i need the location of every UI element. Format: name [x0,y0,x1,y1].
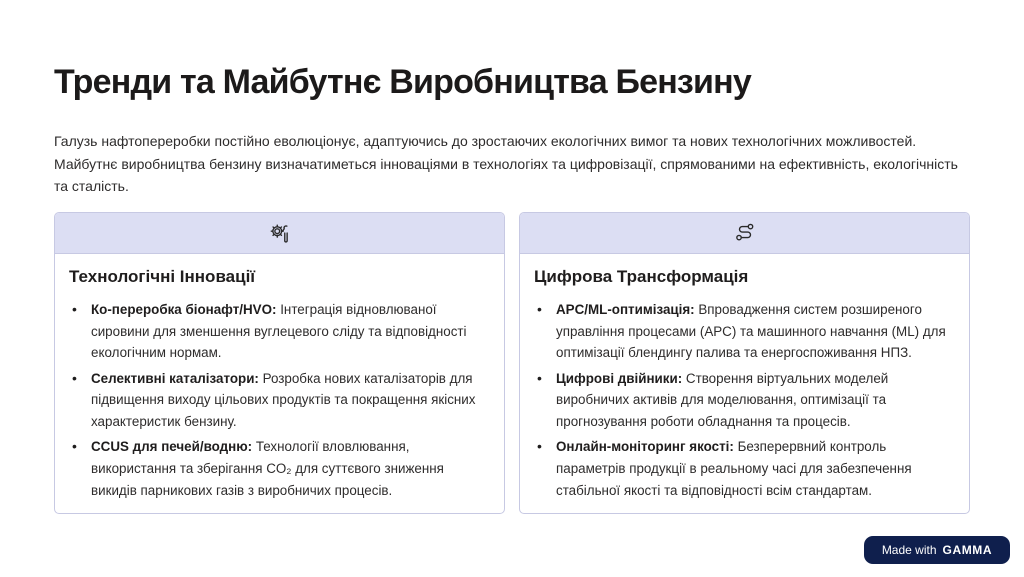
item-term: CCUS для печей/водню: [91,439,253,455]
item-term: Онлайн-моніторинг якості: [556,439,734,455]
item-term: Ко-переробка біонафт/HVO: [91,302,277,317]
list-item [69,436,489,501]
made-with-gamma-badge[interactable] [864,536,1010,564]
item-text: Впровадження систем розширеного управління процесами (APC) та машинного навчання (ML) для оптимізації блендингу палива та енергоспоживання НПЗ. [556,302,946,361]
card-title: Технологічні Інновації [69,267,256,286]
item-term: Селективні каталізатори: [91,370,259,386]
gear-wrench-icon [269,222,291,244]
list-item [534,436,954,501]
card-header [55,213,504,254]
page-title: Тренди та Майбутнє Виробництва Бензину [54,63,751,101]
route-icon [734,222,756,244]
item-term: APC/ML-оптимізація: [556,302,695,317]
item-text: Безперервний контроль параметрів продукції в реальному часі для забезпечення стабільної якості та відповідності всім стандартам. [556,439,912,498]
intro-paragraph: Галузь нафтопереробки постійно еволюціонує, адаптуючись до зростаючих екологічних вимог та нових технологічних можливостей. Майбутнє виробництва бензину визначатиметься інноваціями в технологіях та цифровізації, спрямованими на ефективність, екологічність та сталість. [54,133,958,194]
list-item [69,299,489,364]
bullet-list [69,299,489,501]
item-text: Створення віртуальних моделей виробничих активів для моделювання, оптимізації та прогнозування роботи обладнання та процесів. [556,370,889,430]
item-text: Розробка нових каталізаторів для підвищення виходу цільових продуктів та покращення якісних характеристик бензину. [91,370,476,430]
card-tech-innovations [54,212,505,514]
card-digital-transformation [519,212,970,514]
list-item [534,299,954,364]
item-text: Технології вловлювання, використання та зберігання CO₂ для суттєвого зниження викидів парникових газів з виробничих процесів. [91,439,444,498]
badge-label: Made with [881,543,937,557]
card-title: Цифрова Трансформація [534,267,749,286]
card-header [520,213,969,254]
item-text: Інтеграція відновлюваної сировини для зменшення вуглецевого сліду та відповідності екологічним нормам. [91,302,467,361]
list-item [534,368,954,433]
gamma-logo: GAMMA [942,543,993,557]
item-term: Цифрові двійники: [556,370,683,386]
bullet-list [534,299,954,501]
list-item [69,368,489,433]
